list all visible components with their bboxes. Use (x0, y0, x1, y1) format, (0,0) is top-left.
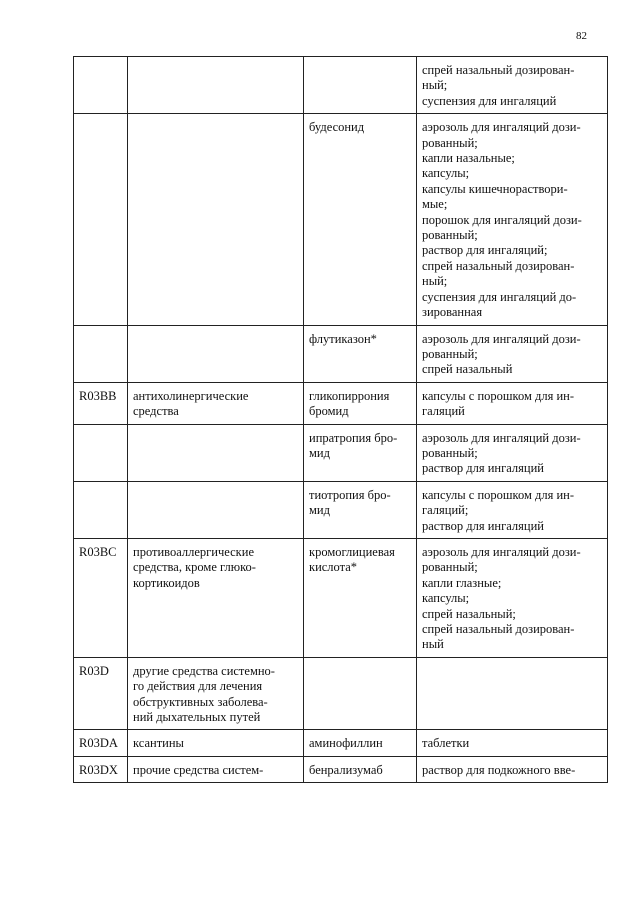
cell-text-line: флутиказон* (309, 331, 377, 346)
cell-text-line: аэрозоль для ингаляций дози- (422, 331, 581, 346)
dosage-forms-cell (417, 538, 608, 657)
cell-text-line: капсулы с порошком для ин- (422, 487, 575, 502)
cell-text-line: суспензия для ингаляций (422, 93, 557, 108)
drug-name-cell (304, 325, 417, 382)
cell-text-line: порошок для ингаляций дози- (422, 212, 582, 227)
cell-text-line: ксантины (133, 736, 184, 751)
cell-text-line: спрей назальный (422, 362, 513, 377)
cell-text-line: аэрозоль для ингаляций дози- (422, 430, 581, 445)
atc-code-cell (74, 114, 128, 325)
dosage-forms-cell (417, 114, 608, 325)
drug-name-cell (304, 657, 417, 730)
cell-text-line: ный; (422, 274, 448, 289)
cell-text-line: антихолинергические (133, 388, 249, 403)
cell-text-line: другие средства системно- (133, 663, 275, 678)
group-cell (128, 114, 304, 325)
cell-text-line: бенрализумаб (309, 762, 383, 777)
dosage-forms-cell (417, 481, 608, 538)
drug-name-cell (304, 382, 417, 424)
cell-text-line: зированная (422, 305, 483, 320)
atc-code-cell (74, 756, 128, 782)
cell-text-line: капсулы кишечнораствори- (422, 181, 568, 196)
group-cell (128, 325, 304, 382)
dosage-forms-cell (417, 657, 608, 730)
dosage-forms-cell (417, 756, 608, 782)
cell-text-line: спрей назальный дозирован- (422, 63, 575, 77)
cell-text-line: обструктивных заболева- (133, 694, 268, 709)
atc-code-cell (74, 730, 128, 756)
cell-text-line: спрей назальный дозирован- (422, 622, 575, 636)
table-row (74, 657, 608, 730)
table-row (74, 114, 608, 325)
cell-text-line: ный; (422, 78, 448, 93)
group-cell (128, 657, 304, 730)
cell-text-line: капли назальные; (422, 151, 515, 166)
group-cell (128, 730, 304, 756)
cell-text-line: аэрозоль для ингаляций дози- (422, 544, 581, 559)
group-cell (128, 424, 304, 481)
cell-text-line: ный (422, 637, 444, 652)
atc-code-cell (74, 657, 128, 730)
cell-text-line: раствор для ингаляций; (422, 243, 548, 258)
drug-name-cell (304, 538, 417, 657)
cell-text-line: галяций (422, 404, 465, 419)
drug-name-cell (304, 424, 417, 481)
group-cell (128, 538, 304, 657)
dosage-forms-cell (417, 730, 608, 756)
cell-text-line: раствор для ингаляций (422, 461, 544, 476)
cell-text-line: противоаллергические (133, 544, 254, 559)
table-row (74, 481, 608, 538)
cell-text-line: капсулы; (422, 591, 470, 606)
dosage-forms-cell (417, 57, 608, 114)
cell-text-line: раствор для ингаляций (422, 518, 544, 533)
cell-text-line: галяций; (422, 503, 469, 518)
cell-text-line: капсулы; (422, 166, 470, 181)
drug-name-cell (304, 57, 417, 114)
cell-text-line: рованный; (422, 346, 478, 361)
table-row (74, 424, 608, 481)
atc-code-cell (74, 57, 128, 114)
table-row (74, 730, 608, 756)
cell-text-line: ипратропия бро- (309, 430, 398, 445)
cell-text-line: рованный; (422, 560, 478, 575)
cell-text-line: суспензия для ингаляций до- (422, 289, 577, 304)
drug-name-cell (304, 481, 417, 538)
table-row (74, 756, 608, 782)
drug-name-cell (304, 730, 417, 756)
cell-text: R03D (79, 663, 109, 678)
group-cell (128, 57, 304, 114)
drug-name-cell (304, 114, 417, 325)
cell-text-line: бромид (309, 404, 349, 419)
cell-text-line: го действия для лечения (133, 679, 263, 694)
cell-text: R03BC (79, 544, 117, 559)
group-cell (128, 756, 304, 782)
atc-code-cell (74, 382, 128, 424)
atc-code-cell (74, 325, 128, 382)
drug-table (73, 56, 608, 783)
cell-text-line: кромоглициевая (309, 544, 395, 559)
cell-text-line: средства, кроме глюко- (133, 560, 256, 575)
cell-text-line: средства (133, 404, 179, 419)
cell-text-line: прочие средства систем- (133, 762, 264, 777)
cell-text: R03DA (79, 736, 118, 751)
cell-text-line: тиотропия бро- (309, 487, 391, 502)
cell-text-line: аминофиллин (309, 736, 383, 751)
cell-text-line: мые; (422, 197, 448, 212)
group-cell (128, 382, 304, 424)
cell-text-line: мид (309, 445, 330, 460)
dosage-forms-cell (417, 424, 608, 481)
cell-text: R03DX (79, 762, 118, 777)
cell-text-line: гликопиррония (309, 388, 390, 403)
cell-text-line: кислота* (309, 560, 358, 575)
group-cell (128, 481, 304, 538)
drug-name-cell (304, 756, 417, 782)
atc-code-cell (74, 424, 128, 481)
cell-text-line: ний дыхательных путей (133, 710, 261, 725)
cell-text-line: мид (309, 503, 330, 518)
cell-text-line: рованный; (422, 135, 478, 150)
cell-text-line: спрей назальный дозирован- (422, 258, 575, 273)
cell-text-line: раствор для подкожного вве- (422, 762, 576, 777)
dosage-forms-cell (417, 382, 608, 424)
table-row (74, 382, 608, 424)
cell-text-line: спрей назальный; (422, 606, 516, 621)
atc-code-cell (74, 538, 128, 657)
cell-text-line: будесонид (309, 120, 365, 135)
cell-text-line: рованный; (422, 228, 478, 243)
atc-code-cell (74, 481, 128, 538)
cell-text-line: капсулы с порошком для ин- (422, 388, 575, 403)
table-body (74, 57, 608, 783)
cell-text-line: капли глазные; (422, 575, 502, 590)
cell-text-line: таблетки (422, 736, 470, 751)
cell-text-line: аэрозоль для ингаляций дози- (422, 120, 581, 135)
table-row (74, 325, 608, 382)
cell-text: R03BB (79, 388, 117, 403)
page-number: 82 (576, 30, 587, 42)
cell-text-line: рованный; (422, 445, 478, 460)
table-row (74, 57, 608, 114)
table-row (74, 538, 608, 657)
dosage-forms-cell (417, 325, 608, 382)
cell-text-line: кортикоидов (133, 575, 200, 590)
